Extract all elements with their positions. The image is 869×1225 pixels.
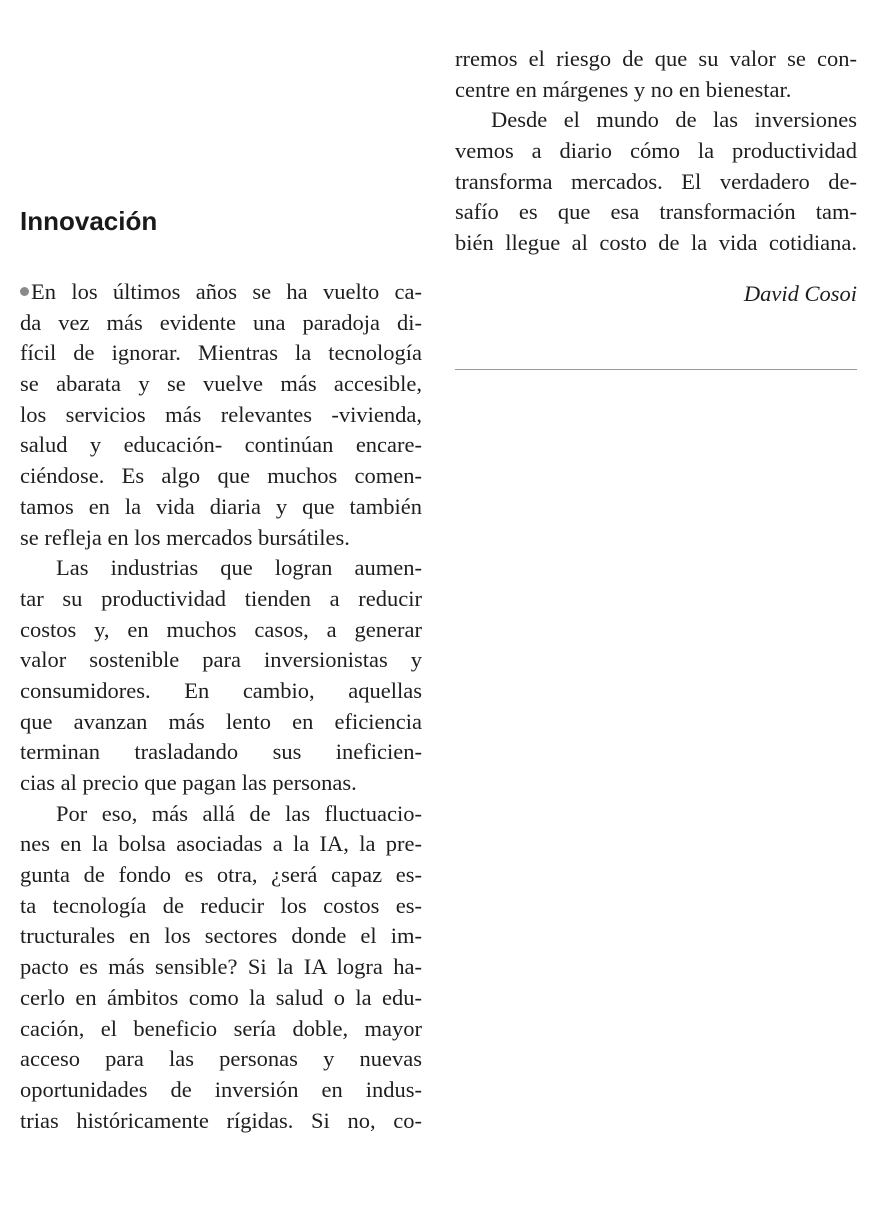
paragraph-line: fícil de ignorar. Mientras la tecnología: [20, 340, 422, 366]
paragraph-line: nes en la bolsa asociadas a la IA, la pre-: [20, 831, 422, 857]
paragraph-line: tructurales en los sectores donde el im-: [20, 923, 422, 949]
paragraph-line: Las industrias que logran aumen-: [56, 555, 422, 581]
paragraph-line: salud y educación- continúan encare-: [20, 432, 422, 458]
paragraph-line: terminan trasladando sus ineficien-: [20, 739, 422, 765]
paragraph-line: oportunidades de inversión en indus-: [20, 1076, 422, 1102]
paragraph-4: [455, 105, 857, 258]
paragraph-line: consumidores. En cambio, aquellas: [20, 677, 422, 703]
paragraph-line: Por eso, más allá de las fluctuacio-: [56, 800, 422, 826]
paragraph-line: safío es que esa transformación tam-: [455, 199, 857, 225]
paragraph-line: En los últimos años se ha vuelto ca-: [20, 277, 422, 308]
column-divider-rule: [455, 369, 857, 370]
paragraph-line: vemos a diario cómo la productividad: [455, 138, 857, 164]
paragraph-line: cias al precio que pagan las personas.: [20, 770, 357, 795]
paragraph-line: pacto es más sensible? Si la IA logra ha-: [20, 954, 422, 980]
paragraph-line: trias históricamente rígidas. Si no, co-: [20, 1107, 422, 1133]
paragraph-2: [20, 553, 422, 799]
paragraph-line: acceso para las personas y nuevas: [20, 1046, 422, 1072]
paragraph-line: rremos el riesgo de que su valor se con-: [455, 46, 857, 71]
paragraph-line: centre en márgenes y no en bienestar.: [455, 76, 792, 102]
paragraph-line: se refleja en los mercados bursátiles.: [20, 524, 350, 550]
paragraph-line: que avanzan más lento en eficiencia: [20, 708, 422, 734]
paragraph-3: [20, 799, 422, 1137]
paragraph-line: ciéndose. Es algo que muchos comen-: [20, 463, 422, 489]
paragraph-line: se abarata y se vuelve más accesible,: [20, 371, 422, 397]
author-signature: David Cosoi: [743, 280, 857, 306]
paragraph-line: los servicios más relevantes -vivienda,: [20, 401, 422, 427]
paragraph-line: transforma mercados. El verdadero de-: [455, 168, 857, 194]
paragraph-line: costos y, en muchos casos, a generar: [20, 616, 422, 642]
left-column-body: [20, 277, 422, 1136]
paragraph-line: gunta de fondo es otra, ¿será capaz es-: [20, 862, 422, 888]
paragraph-line: tar su productividad tienden a reducir: [20, 585, 422, 611]
paragraph-line: bién llegue al costo de la vida cotidiana.: [455, 230, 857, 256]
paragraph-line: ta tecnología de reducir los costos es-: [20, 892, 422, 918]
right-column-body: [455, 44, 857, 310]
paragraph-line: cerlo en ámbitos como la salud o la edu-: [20, 984, 422, 1010]
paragraph-line: valor sostenible para inversionistas y: [20, 647, 422, 673]
paragraph-1: [20, 277, 422, 553]
bullet-icon: [20, 287, 29, 296]
paragraph-line: da vez más evidente una paradoja di-: [20, 309, 422, 335]
section-headline: Innovación: [20, 206, 158, 236]
paragraph-3-continued: [455, 44, 857, 105]
paragraph-line: tamos en la vida diaria y que también: [20, 493, 422, 519]
paragraph-line: Desde el mundo de las inversiones: [491, 107, 857, 133]
paragraph-line: cación, el beneficio sería doble, mayor: [20, 1015, 422, 1041]
